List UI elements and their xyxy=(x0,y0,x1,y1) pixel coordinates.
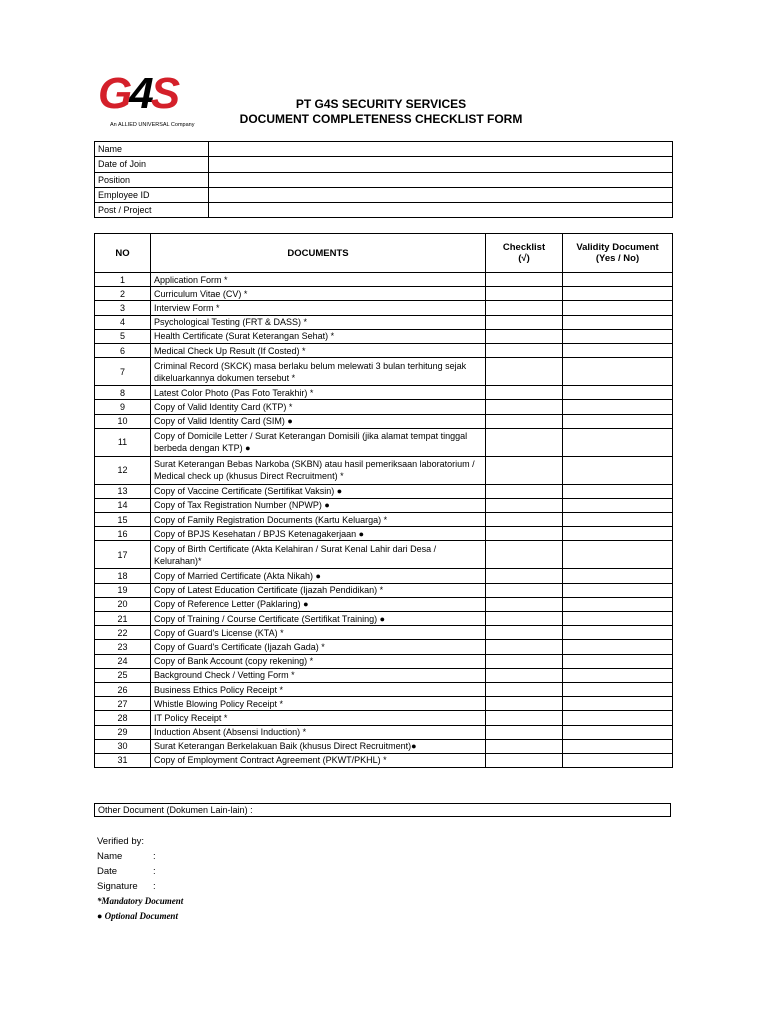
table-row xyxy=(95,414,673,428)
validity-cell[interactable] xyxy=(563,414,673,428)
document-name: Copy of Birth Certificate (Akta Kelahiran / Surat Kenal Lahir dari Desa / Kelurahan)* xyxy=(151,541,486,569)
document-name: Surat Keterangan Bebas Narkoba (SKBN) atau hasil pemeriksaan laboratorium / Medical check up (khusus Direct Recruitment) * xyxy=(151,456,486,484)
checklist-cell[interactable] xyxy=(486,640,563,654)
checklist-cell[interactable] xyxy=(486,583,563,597)
row-number: 30 xyxy=(95,739,151,753)
document-name: Business Ethics Policy Receipt * xyxy=(151,682,486,696)
row-number: 10 xyxy=(95,414,151,428)
validity-cell[interactable] xyxy=(563,498,673,512)
validity-cell[interactable] xyxy=(563,484,673,498)
table-row xyxy=(95,287,673,301)
document-name: Copy of BPJS Kesehatan / BPJS Ketenagakerjaan ● xyxy=(151,527,486,541)
document-name: Copy of Tax Registration Number (NPWP) ● xyxy=(151,498,486,512)
info-label: Post / Project xyxy=(95,203,209,218)
document-name: Surat Keterangan Berkelakuan Baik (khusus Direct Recruitment)● xyxy=(151,739,486,753)
table-row xyxy=(95,612,673,626)
validity-options: (Yes / No) xyxy=(595,253,640,264)
col-checklist-header xyxy=(486,234,563,273)
row-number: 21 xyxy=(95,612,151,626)
verification-colon: : xyxy=(153,851,156,862)
row-number: 13 xyxy=(95,484,151,498)
document-name: Background Check / Vetting Form * xyxy=(151,668,486,682)
document-name: Interview Form * xyxy=(151,301,486,315)
verification-date-row[interactable] xyxy=(97,866,156,877)
table-row xyxy=(95,343,673,357)
checklist-cell[interactable] xyxy=(486,612,563,626)
table-row xyxy=(95,725,673,739)
row-number: 25 xyxy=(95,668,151,682)
row-number: 14 xyxy=(95,498,151,512)
validity-cell[interactable] xyxy=(563,697,673,711)
table-row xyxy=(95,386,673,400)
row-number: 26 xyxy=(95,682,151,696)
checklist-cell[interactable] xyxy=(486,301,563,315)
row-number: 2 xyxy=(95,287,151,301)
validity-cell[interactable] xyxy=(563,287,673,301)
legend-mandatory: *Mandatory Document xyxy=(97,896,184,906)
validity-cell[interactable] xyxy=(563,400,673,414)
row-number: 29 xyxy=(95,725,151,739)
checklist-cell[interactable] xyxy=(486,725,563,739)
table-row xyxy=(95,456,673,484)
document-name: Whistle Blowing Policy Receipt * xyxy=(151,697,486,711)
document-name: Induction Absent (Absensi Induction) * xyxy=(151,725,486,739)
info-value-field[interactable] xyxy=(209,203,673,218)
table-row xyxy=(95,583,673,597)
row-number: 24 xyxy=(95,654,151,668)
validity-label: Validity Document xyxy=(576,242,659,253)
checklist-cell[interactable] xyxy=(486,484,563,498)
checklist-cell[interactable] xyxy=(486,513,563,527)
checklist-cell[interactable] xyxy=(486,697,563,711)
checklist-cell[interactable] xyxy=(486,498,563,512)
validity-cell[interactable] xyxy=(563,386,673,400)
verification-field-label: Date xyxy=(97,866,118,877)
table-row xyxy=(95,273,673,287)
checklist-cell[interactable] xyxy=(486,358,563,386)
table-row xyxy=(95,640,673,654)
checklist-mark: (√) xyxy=(518,253,530,264)
table-row xyxy=(95,400,673,414)
checklist-cell[interactable] xyxy=(486,626,563,640)
info-row xyxy=(95,203,673,218)
validity-cell[interactable] xyxy=(563,583,673,597)
row-number: 15 xyxy=(95,513,151,527)
checklist-cell[interactable] xyxy=(486,739,563,753)
validity-cell[interactable] xyxy=(563,753,673,767)
row-number: 5 xyxy=(95,329,151,343)
row-number: 28 xyxy=(95,711,151,725)
info-label: Date of Join xyxy=(95,157,209,172)
verification-colon: : xyxy=(153,866,156,877)
document-name: Copy of Valid Identity Card (SIM) ● xyxy=(151,414,486,428)
verification-name-row[interactable] xyxy=(97,851,156,862)
document-name: Copy of Bank Account (copy rekening) * xyxy=(151,654,486,668)
legend-optional: ● Optional Document xyxy=(97,911,178,921)
table-row xyxy=(95,498,673,512)
validity-cell[interactable] xyxy=(563,640,673,654)
row-number: 27 xyxy=(95,697,151,711)
validity-cell[interactable] xyxy=(563,654,673,668)
document-name: Psychological Testing (FRT & DASS) * xyxy=(151,315,486,329)
logo-tagline: An ALLIED UNIVERSAL Company xyxy=(110,122,195,128)
row-number: 20 xyxy=(95,597,151,611)
document-name: Copy of Reference Letter (Paklaring) ● xyxy=(151,597,486,611)
table-row xyxy=(95,711,673,725)
validity-cell[interactable] xyxy=(563,456,673,484)
row-number: 4 xyxy=(95,315,151,329)
validity-cell[interactable] xyxy=(563,569,673,583)
row-number: 16 xyxy=(95,527,151,541)
document-name: Health Certificate (Surat Keterangan Sehat) * xyxy=(151,329,486,343)
table-row xyxy=(95,697,673,711)
info-label: Employee ID xyxy=(95,187,209,202)
row-number: 9 xyxy=(95,400,151,414)
info-label: Position xyxy=(95,172,209,187)
checklist-cell[interactable] xyxy=(486,527,563,541)
checklist-cell[interactable] xyxy=(486,428,563,456)
row-number: 8 xyxy=(95,386,151,400)
row-number: 11 xyxy=(95,428,151,456)
table-row xyxy=(95,739,673,753)
validity-cell[interactable] xyxy=(563,541,673,569)
col-validity-header xyxy=(563,234,673,273)
checklist-cell[interactable] xyxy=(486,711,563,725)
validity-cell[interactable] xyxy=(563,739,673,753)
document-name: Copy of Guard's License (KTA) * xyxy=(151,626,486,640)
col-no-header: NO xyxy=(95,234,151,273)
table-row xyxy=(95,301,673,315)
row-number: 1 xyxy=(95,273,151,287)
checklist-cell[interactable] xyxy=(486,668,563,682)
checklist-label: Checklist xyxy=(502,242,546,253)
table-row xyxy=(95,569,673,583)
document-name: Copy of Employment Contract Agreement (PKWT/PKHL) * xyxy=(151,753,486,767)
validity-cell[interactable] xyxy=(563,315,673,329)
table-row xyxy=(95,541,673,569)
checklist-cell[interactable] xyxy=(486,654,563,668)
validity-cell[interactable] xyxy=(563,343,673,357)
checklist-cell[interactable] xyxy=(486,541,563,569)
verification-colon: : xyxy=(153,881,156,892)
row-number: 23 xyxy=(95,640,151,654)
validity-cell[interactable] xyxy=(563,597,673,611)
validity-cell[interactable] xyxy=(563,668,673,682)
table-row xyxy=(95,668,673,682)
validity-cell[interactable] xyxy=(563,711,673,725)
validity-cell[interactable] xyxy=(563,301,673,315)
checklist-cell[interactable] xyxy=(486,597,563,611)
checklist-cell[interactable] xyxy=(486,287,563,301)
document-name: IT Policy Receipt * xyxy=(151,711,486,725)
document-name: Latest Color Photo (Pas Foto Terakhir) * xyxy=(151,386,486,400)
info-value-field[interactable] xyxy=(209,157,673,172)
table-row xyxy=(95,597,673,611)
validity-cell[interactable] xyxy=(563,513,673,527)
table-row xyxy=(95,654,673,668)
document-name: Copy of Valid Identity Card (KTP) * xyxy=(151,400,486,414)
validity-cell[interactable] xyxy=(563,626,673,640)
verification-signature-row[interactable] xyxy=(97,881,156,892)
info-label: Name xyxy=(95,142,209,157)
info-value-field[interactable] xyxy=(209,187,673,202)
row-number: 19 xyxy=(95,583,151,597)
verified-by-label: Verified by: xyxy=(97,836,144,847)
info-value-field[interactable] xyxy=(209,172,673,187)
verification-field-label: Signature xyxy=(97,881,138,892)
validity-cell[interactable] xyxy=(563,612,673,626)
document-name: Copy of Domicile Letter / Surat Keterangan Domisili (jika alamat tempat tinggal berbeda dengan KTP) ● xyxy=(151,428,486,456)
logo-wordmark: G4S xyxy=(98,69,178,118)
table-row xyxy=(95,315,673,329)
document-name: Criminal Record (SKCK) masa berlaku belum melewati 3 bulan terhitung sejak dikeluarkannya dokumen tersebut * xyxy=(151,358,486,386)
checklist-cell[interactable] xyxy=(486,753,563,767)
table-row xyxy=(95,358,673,386)
table-row xyxy=(95,753,673,767)
document-name: Copy of Vaccine Certificate (Sertifikat Vaksin) ● xyxy=(151,484,486,498)
row-number: 31 xyxy=(95,753,151,767)
employee-info-table xyxy=(94,141,673,218)
checklist-cell[interactable] xyxy=(486,315,563,329)
row-number: 17 xyxy=(95,541,151,569)
document-name: Copy of Family Registration Documents (Kartu Keluarga) * xyxy=(151,513,486,527)
document-checklist-table xyxy=(94,233,673,768)
table-row xyxy=(95,329,673,343)
row-number: 6 xyxy=(95,343,151,357)
table-row xyxy=(95,527,673,541)
form-title: DOCUMENT COMPLETENESS CHECKLIST FORM xyxy=(239,112,523,126)
validity-cell[interactable] xyxy=(563,358,673,386)
row-number: 22 xyxy=(95,626,151,640)
info-row xyxy=(95,172,673,187)
document-name: Copy of Latest Education Certificate (Ijazah Pendidikan) * xyxy=(151,583,486,597)
info-row xyxy=(95,157,673,172)
checklist-cell[interactable] xyxy=(486,329,563,343)
verification-field-label: Name xyxy=(97,851,123,862)
document-name: Medical Check Up Result (If Costed) * xyxy=(151,343,486,357)
checklist-cell[interactable] xyxy=(486,456,563,484)
checklist-cell[interactable] xyxy=(486,386,563,400)
document-name: Copy of Training / Course Certificate (Sertifikat Training) ● xyxy=(151,612,486,626)
checklist-cell[interactable] xyxy=(486,343,563,357)
row-number: 3 xyxy=(95,301,151,315)
document-name: Copy of Married Certificate (Akta Nikah) ● xyxy=(151,569,486,583)
company-name: PT G4S SECURITY SERVICES xyxy=(295,97,467,111)
other-document-field[interactable]: Other Document (Dokumen Lain-lain) : xyxy=(94,803,671,817)
checklist-cell[interactable] xyxy=(486,414,563,428)
info-value-field[interactable] xyxy=(209,142,673,157)
row-number: 18 xyxy=(95,569,151,583)
validity-cell[interactable] xyxy=(563,329,673,343)
table-row xyxy=(95,484,673,498)
validity-cell[interactable] xyxy=(563,682,673,696)
checklist-cell[interactable] xyxy=(486,682,563,696)
validity-cell[interactable] xyxy=(563,725,673,739)
info-row xyxy=(95,142,673,157)
table-row xyxy=(95,428,673,456)
row-number: 12 xyxy=(95,456,151,484)
checklist-cell[interactable] xyxy=(486,569,563,583)
document-name: Application Form * xyxy=(151,273,486,287)
table-row xyxy=(95,682,673,696)
document-name: Copy of Guard's Certificate (Ijazah Gada) * xyxy=(151,640,486,654)
table-row xyxy=(95,513,673,527)
info-row xyxy=(95,187,673,202)
validity-cell[interactable] xyxy=(563,527,673,541)
col-documents-header: DOCUMENTS xyxy=(151,234,486,273)
table-row xyxy=(95,626,673,640)
document-name: Curriculum Vitae (CV) * xyxy=(151,287,486,301)
checklist-cell[interactable] xyxy=(486,400,563,414)
validity-cell[interactable] xyxy=(563,273,673,287)
row-number: 7 xyxy=(95,358,151,386)
g4s-logo xyxy=(98,69,198,134)
validity-cell[interactable] xyxy=(563,428,673,456)
checklist-cell[interactable] xyxy=(486,273,563,287)
